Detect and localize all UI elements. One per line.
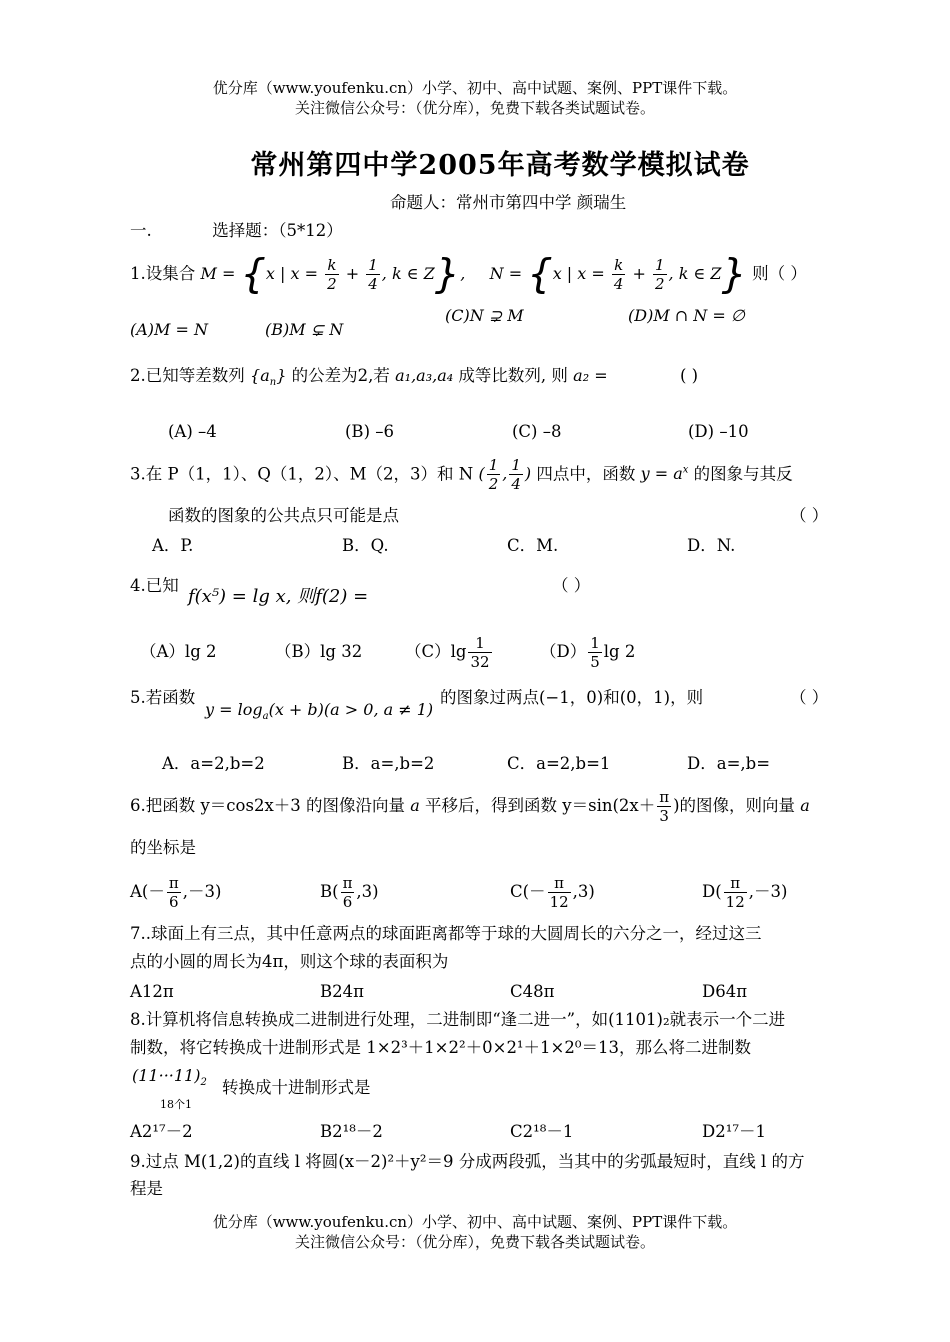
q7-option-a: A12π (130, 982, 174, 1001)
q6-option-c: C(－ $\frac{\pi}{12}$ ,3) (510, 874, 595, 911)
q8-option-d: D2¹⁷－1 (702, 1122, 766, 1141)
q7-option-d: D64π (702, 982, 748, 1001)
q3-paren: （ ） (790, 506, 829, 525)
q8-binary-count: 18个1 (160, 1098, 192, 1111)
q5-expression: $y = \log_a(x + b)(a > 0$, a ≠ 1) (205, 700, 434, 723)
header-line-2: 关注微信公众号：（优分库），免费下载各类试题试卷。 (294, 99, 655, 117)
q3-function: $y = a^x$ (640, 464, 689, 484)
q3-option-b: B．Q. (342, 536, 389, 555)
q7-line-2: 点的小圆的周长为4π，则这个球的表面积为 (130, 952, 449, 971)
q3-line-2: 函数的图象的公共点只可能是点 (168, 506, 399, 525)
q8-option-a: A2¹⁷－2 (130, 1122, 193, 1141)
q6-line-2: 的坐标是 (130, 838, 196, 857)
q5-option-b: B．a=,b=2 (342, 754, 435, 773)
q3-text-c: 的图象与其反 (693, 464, 793, 484)
q6-vector-a-2: a (800, 796, 810, 815)
q6-option-b: B( $\frac{\pi}{6}$ ,3) (320, 874, 379, 911)
section-label: 选择题：（5*12） (212, 221, 343, 240)
q1-option-a: (A)M = N (130, 320, 208, 339)
q2-text-c: 成等比数列, 则 (458, 366, 568, 385)
q3-text-a: 3.在 P（1，1）、Q（1，2）、M（2，3）和 N (130, 464, 474, 484)
q3-option-d: D．N. (687, 536, 736, 555)
q5-text-b: 的图象过两点(−1，0)和(0，1)，则 (440, 688, 704, 707)
q4-expression: f(x⁵) = lg x, 则f(2) = (188, 586, 369, 607)
q2-paren: ( ) (680, 366, 699, 385)
question-3 (130, 450, 793, 495)
q8-line-3: 转换成十进制形式是 (222, 1078, 371, 1097)
q3-text-b: 四点中，函数 (536, 464, 636, 484)
q6-vector-a: a (410, 796, 420, 815)
q2-option-b: (B) –6 (345, 422, 394, 441)
section-heading (130, 219, 343, 243)
q2-text-a: 2.已知等差数列 (130, 366, 245, 385)
q2-terms: a₁,a₃,a₄ (395, 366, 454, 385)
q4-option-d: （D） $\frac{1}{5}$ lg 2 (540, 634, 636, 671)
q5-option-d: D．a=,b= (687, 754, 771, 773)
q4-option-b: （B）lg 32 (275, 642, 363, 661)
q3-option-a: A．P. (152, 536, 194, 555)
q5-text-a: 5.若函数 (130, 688, 196, 707)
q2-option-d: (D) –10 (688, 422, 749, 441)
q2-ask: a₂ = (573, 366, 608, 385)
question-6: 6.把函数 y＝cos2x＋3 的图像沿向量 a 平移后，得到函数 y＝sin(2x＋ $\frac{\pi}{3}$ )的图像，则向量 a (130, 788, 810, 825)
q8-option-c: C2¹⁸－1 (510, 1122, 574, 1141)
q7-line-1: 7..球面上有三点，其中任意两点的球面距离都等于球的大圆周长的六分之一，经过这三 (130, 924, 762, 943)
author-line: 命题人：常州市第四中学 颜瑞生 (390, 193, 627, 212)
footer-line-1: 优分库（www.youfenku.cn）小学、初中、高中试题、案例、PPT课件下载。 (212, 1213, 738, 1231)
question-1 (130, 251, 807, 298)
q2-option-a: (A) –4 (168, 422, 217, 441)
q1-set-n: N = {x | x = $\frac{k}{4}$ + $\frac{1}{2}$ , k ∈ Z} (489, 251, 747, 298)
q1-option-b: (B)M ⊊ N (265, 320, 344, 339)
q9-line-1: 9.过点 M(1,2)的直线 l 将圆(x－2)²＋y²＝9 分成两段弧，当其中的劣弧最短时，直线 l 的方 (130, 1152, 805, 1171)
q6-text-b: 平移后，得到函数 y＝sin(2x＋ (425, 796, 656, 815)
q8-line-2: 制数，将它转换成十进制形式是 1×2³＋1×2²＋0×2¹＋1×2⁰＝13，那么将二进制数 (130, 1038, 751, 1057)
q6-text-a: 6.把函数 y＝cos2x＋3 的图像沿向量 (130, 796, 405, 815)
q4-option-c: （C）lg $\frac{1}{32}$ (405, 634, 490, 671)
q3-option-c: C．M. (507, 536, 559, 555)
q1-set-m: M = {x | x = $\frac{k}{2}$ + $\frac{1}{4}$ , k ∈ Z}, (200, 251, 471, 298)
header-line-1: 优分库（www.youfenku.cn）小学、初中、高中试题、案例、PPT课件下载。 (212, 79, 738, 97)
q1-option-c: (C)N ⊋ M (445, 306, 524, 325)
q9-line-2: 程是 (130, 1179, 163, 1198)
q8-line-1: 8.计算机将信息转换成二进制进行处理，二进制即“逢二进一”，如(1101)₂就表示一个二进 (130, 1010, 786, 1029)
q8-option-b: B2¹⁸－2 (320, 1122, 383, 1141)
q4-option-a: （A）lg 2 (140, 642, 217, 661)
q1-option-d: (D)M ∩ N = ∅ (628, 306, 745, 325)
q4-text-a: 4.已知 (130, 576, 179, 595)
page-title: 常州第四中学2005年高考数学模拟试卷 (250, 150, 750, 181)
q1-prefix: 1.设集合 (130, 264, 196, 283)
q2-option-c: (C) –8 (512, 422, 562, 441)
q2-sequence: $\{a_n\}$ (250, 366, 287, 389)
q6-option-d: D( $\frac{\pi}{12}$ ,－3) (702, 874, 788, 911)
q1-then: 则（ ） (752, 264, 807, 283)
q3-point-n: ( $\frac{1}{2}$ , $\frac{1}{4}$ ) (478, 456, 532, 494)
q5-option-a: A．a=2,b=2 (162, 754, 265, 773)
q2-text-b: 的公差为2,若 (291, 366, 390, 385)
q5-option-c: C．a=2,b=1 (507, 754, 611, 773)
q7-option-b: B24π (320, 982, 364, 1001)
q8-binary-number: $(11\cdot\cdot\cdot 11)_2$ (132, 1066, 207, 1089)
q6-option-a: A(－ $\frac{\pi}{6}$ ,－3) (130, 874, 222, 911)
section-number: 一. (130, 221, 152, 240)
q4-paren: （ ） (552, 576, 591, 595)
q5-paren: （ ） (790, 688, 829, 707)
question-2 (130, 364, 608, 395)
footer-line-2: 关注微信公众号：（优分库），免费下载各类试题试卷。 (294, 1233, 655, 1251)
q7-option-c: C48π (510, 982, 555, 1001)
q6-text-c: )的图像，则向量 (673, 796, 796, 815)
